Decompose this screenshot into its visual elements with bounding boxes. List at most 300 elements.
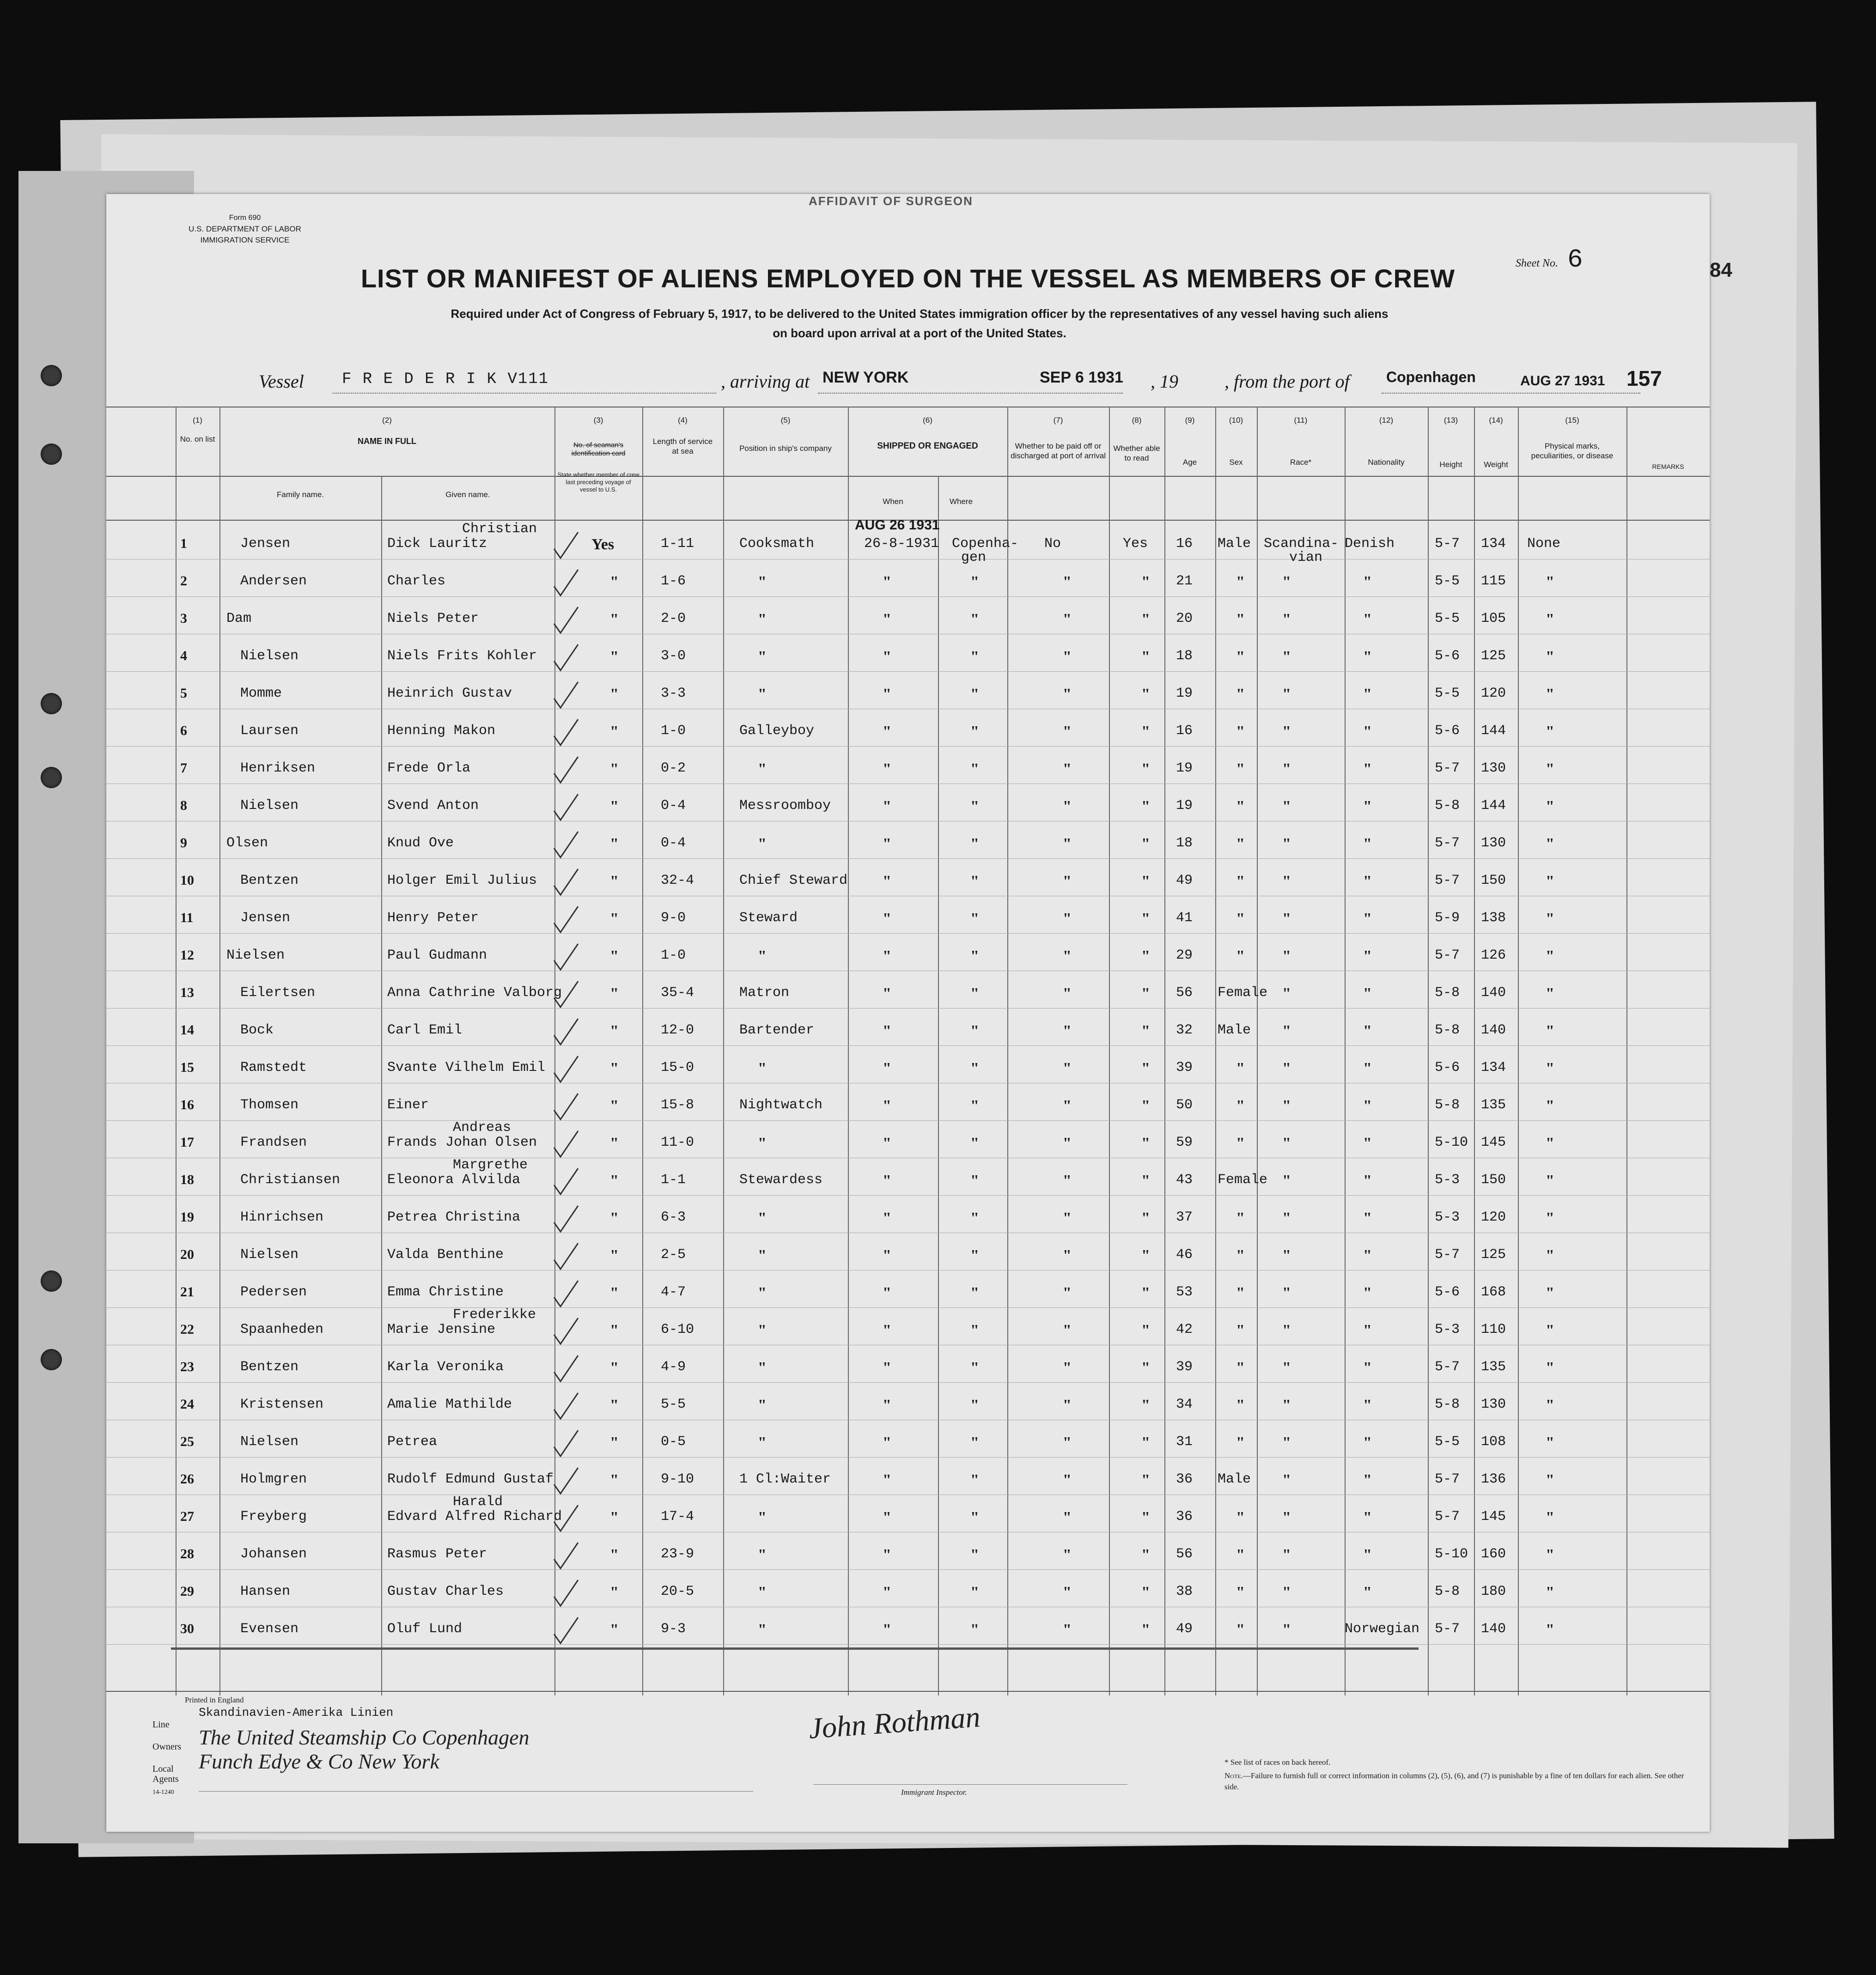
column-number: (4) <box>678 416 688 425</box>
cell-prev: " <box>610 948 619 965</box>
cell-where: " <box>970 573 979 590</box>
cell-sex: " <box>1236 648 1245 665</box>
cell-paid: No <box>1044 536 1061 552</box>
cell-marks: " <box>1546 1209 1554 1227</box>
cell-length: 6-3 <box>661 1209 686 1225</box>
cell-nationality: " <box>1363 1434 1372 1451</box>
end-of-list-rule <box>171 1647 1419 1650</box>
cell-no: 11 <box>180 910 194 925</box>
cell-sex: " <box>1236 835 1245 852</box>
cell-length: 1-11 <box>661 536 694 552</box>
cell-length: 3-3 <box>661 686 686 701</box>
cell-given: Karla Veronika <box>387 1359 504 1375</box>
cell-paid: " <box>1063 1172 1072 1189</box>
cell-length: 9-3 <box>661 1621 686 1637</box>
cell-read: " <box>1141 723 1150 740</box>
cell-when: " <box>883 1397 891 1414</box>
cell-when: " <box>883 723 891 740</box>
cell-no: 6 <box>180 723 187 738</box>
cell-sex: " <box>1236 1322 1245 1339</box>
cell-weight: 160 <box>1481 1546 1506 1562</box>
check-mark-icon <box>552 1390 580 1422</box>
cell-family: Henriksen <box>240 760 316 776</box>
cell-length: 1-1 <box>661 1172 686 1188</box>
cell-family: Nielsen <box>240 1434 299 1450</box>
cell-nationality: " <box>1363 1284 1372 1301</box>
cell-given: Eleonora Alvilda <box>387 1172 521 1188</box>
column-number: (14) <box>1489 416 1503 425</box>
cell-sex: " <box>1236 1434 1245 1451</box>
cell-read: " <box>1141 1621 1150 1638</box>
cell-when: " <box>883 1097 891 1114</box>
cell-length: 0-2 <box>661 760 686 776</box>
cell-family: Jensen <box>240 536 291 552</box>
page-number: 157 <box>1626 366 1662 390</box>
cell-marks: " <box>1546 1284 1554 1301</box>
check-mark-icon <box>552 717 580 749</box>
cell-age: 39 <box>1176 1359 1193 1375</box>
header-height: Height <box>1439 460 1462 469</box>
cell-position: Messroomboy <box>739 798 831 814</box>
column-number: (5) <box>780 416 791 425</box>
cell-weight: 126 <box>1481 948 1506 963</box>
line-label: Line <box>152 1720 170 1730</box>
header-given-name: Given name. <box>445 490 490 499</box>
check-mark-icon <box>552 1615 580 1647</box>
vessel-name: F R E D E R I K V111 <box>342 371 549 388</box>
cell-race: " <box>1282 1584 1291 1601</box>
department-header <box>157 213 333 246</box>
cell-paid: " <box>1063 1584 1072 1601</box>
cell-when: 26-8-1931 <box>864 536 939 552</box>
cell-where: " <box>970 1509 979 1526</box>
cell-race: " <box>1282 573 1291 590</box>
cell-race: " <box>1282 835 1291 852</box>
header-race: Race* <box>1290 458 1312 467</box>
column-number: (8) <box>1132 416 1142 425</box>
cell-where: " <box>970 1022 979 1039</box>
cell-height: 5-5 <box>1435 573 1460 589</box>
cell-when: " <box>883 1471 891 1489</box>
cell-no: 13 <box>180 985 194 1000</box>
cell-length: 4-9 <box>661 1359 686 1375</box>
cell-length: 23-9 <box>661 1546 694 1562</box>
cell-given: Amalie Mathilde <box>387 1397 512 1412</box>
cell-sex: " <box>1236 723 1245 740</box>
cell-when: " <box>883 948 891 965</box>
cell-read: " <box>1141 835 1150 852</box>
cell-sex: " <box>1236 1621 1245 1638</box>
cell-age: 39 <box>1176 1060 1193 1076</box>
header-seaman-card: No. of seaman's identification card <box>571 441 626 457</box>
column-number: (2) <box>382 416 392 425</box>
cell-where: " <box>970 985 979 1002</box>
cell-length: 1-0 <box>661 948 686 963</box>
cell-weight: 180 <box>1481 1584 1506 1599</box>
cell-race: " <box>1282 1509 1291 1526</box>
cell-where: " <box>970 1284 979 1301</box>
cell-given: Gustav Charles <box>387 1584 504 1599</box>
header-remarks: REMARKS <box>1652 463 1684 470</box>
cell-read: " <box>1141 1247 1150 1264</box>
cell-nationality: " <box>1363 1022 1372 1039</box>
cell-family: Eilertsen <box>240 985 316 1001</box>
cell-age: 46 <box>1176 1247 1193 1263</box>
cell-position: 1 Cl:Waiter <box>739 1471 831 1487</box>
cell-prev: " <box>610 723 619 740</box>
cell-where: " <box>970 611 979 628</box>
arrival-port: NEW YORK <box>822 369 909 386</box>
cell-given-name-annotation: Frederikke <box>453 1307 536 1323</box>
cell-family: Olsen <box>226 835 268 851</box>
check-mark-icon <box>552 904 580 936</box>
cell-when: " <box>883 985 891 1002</box>
cell-no: 5 <box>180 686 187 701</box>
cell-height: 5-5 <box>1435 1434 1460 1450</box>
check-mark-icon <box>552 1428 580 1460</box>
cell-age: 31 <box>1176 1434 1193 1450</box>
cell-nationality: " <box>1363 1209 1372 1227</box>
cell-no: 14 <box>180 1022 194 1038</box>
cell-family: Spaanheden <box>240 1322 324 1337</box>
cell-marks: " <box>1546 1060 1554 1077</box>
cell-race: " <box>1282 1359 1291 1376</box>
cell-height: 5-7 <box>1435 873 1460 888</box>
cell-sex: " <box>1236 573 1245 590</box>
cell-nationality: " <box>1363 573 1372 590</box>
cell-given: Emma Christine <box>387 1284 504 1300</box>
cell-sex: " <box>1236 1060 1245 1077</box>
cell-family: Johansen <box>240 1546 307 1562</box>
cell-position: " <box>758 760 767 778</box>
header-paid-off: Whether to be paid off or discharged at port of arrival <box>1011 442 1106 460</box>
cell-marks: " <box>1546 648 1554 665</box>
cell-nationality: Norwegian <box>1345 1621 1420 1637</box>
cell-paid: " <box>1063 1097 1072 1114</box>
cell-age: 41 <box>1176 910 1193 926</box>
cell-when: " <box>883 760 891 778</box>
cell-paid: " <box>1063 723 1072 740</box>
cell-paid: " <box>1063 1434 1072 1451</box>
cell-no: 16 <box>180 1097 194 1112</box>
column-number: (10) <box>1229 416 1243 425</box>
cell-when: " <box>883 1209 891 1227</box>
cell-age: 34 <box>1176 1397 1193 1412</box>
cell-when: " <box>883 910 891 927</box>
cell-age: 36 <box>1176 1471 1193 1487</box>
cell-race: " <box>1282 1060 1291 1077</box>
cell-race: " <box>1282 1284 1291 1301</box>
cell-length: 17-4 <box>661 1509 694 1525</box>
check-mark-icon <box>552 1577 580 1610</box>
cell-prev: " <box>610 1322 619 1339</box>
cell-age: 20 <box>1176 611 1193 626</box>
cell-read: " <box>1141 760 1150 778</box>
cell-marks: " <box>1546 1247 1554 1264</box>
cell-read: " <box>1141 611 1150 628</box>
cell-family: Jensen <box>240 910 291 926</box>
cell-family: Frandsen <box>240 1135 307 1150</box>
cell-where: Copenha- <box>952 536 1019 552</box>
cell-read: " <box>1141 1359 1150 1376</box>
column-number: (12) <box>1379 416 1394 425</box>
cell-height: 5-10 <box>1435 1135 1468 1150</box>
header-length-of-service: Length of service at sea <box>652 437 713 456</box>
cell-when: " <box>883 873 891 890</box>
header-no-on-list: No. on list <box>180 435 215 444</box>
steamship-line: Skandinavien-Amerika Linien <box>199 1706 394 1720</box>
check-mark-icon <box>552 679 580 711</box>
cell-given: Einer <box>387 1097 429 1113</box>
cell-sex: " <box>1236 1097 1245 1114</box>
cell-nationality: " <box>1363 723 1372 740</box>
local-agents-handwritten: Funch Edye & Co New York <box>199 1750 439 1773</box>
cell-marks: " <box>1546 910 1554 927</box>
cell-no: 19 <box>180 1209 194 1225</box>
column-number: (9) <box>1185 416 1195 425</box>
cell-height: 5-5 <box>1435 611 1460 626</box>
cell-height: 5-6 <box>1435 723 1460 739</box>
cell-prev: " <box>610 1509 619 1526</box>
cell-race: " <box>1282 1172 1291 1189</box>
cell-nationality: " <box>1363 910 1372 927</box>
cell-weight: 140 <box>1481 985 1506 1001</box>
cell-when: " <box>883 798 891 815</box>
cell-given: Rudolf Edmund Gustaf <box>387 1471 554 1487</box>
cell-no: 24 <box>180 1397 194 1412</box>
cell-prev: " <box>610 1209 619 1227</box>
cell-nationality: " <box>1363 1135 1372 1152</box>
cell-given: Svend Anton <box>387 798 479 814</box>
cell-nationality: " <box>1363 686 1372 703</box>
cell-age: 29 <box>1176 948 1193 963</box>
cell-age: 56 <box>1176 985 1193 1001</box>
cell-where: " <box>970 1584 979 1601</box>
cell-height: 5-9 <box>1435 910 1460 926</box>
cell-position: Matron <box>739 985 790 1001</box>
cell-where: " <box>970 1397 979 1414</box>
cell-prev: " <box>610 1284 619 1301</box>
check-mark-icon <box>552 1091 580 1123</box>
cell-family: Freyberg <box>240 1509 307 1525</box>
check-mark-icon <box>552 642 580 674</box>
cell-where2: gen <box>961 550 987 565</box>
cell-family: Laursen <box>240 723 299 739</box>
cell-prev: " <box>610 1434 619 1451</box>
cell-weight: 145 <box>1481 1509 1506 1525</box>
cell-given: Oluf Lund <box>387 1621 463 1637</box>
cell-height: 5-8 <box>1435 1022 1460 1038</box>
cell-race: " <box>1282 910 1291 927</box>
cell-given: Edvard Alfred Richard <box>387 1509 562 1525</box>
cell-race: " <box>1282 985 1291 1002</box>
cell-length: 6-10 <box>661 1322 694 1337</box>
cell-position: " <box>758 1359 767 1376</box>
cell-weight: 150 <box>1481 873 1506 888</box>
cell-nationality: " <box>1363 1397 1372 1414</box>
cell-sex: " <box>1236 1284 1245 1301</box>
cell-prev: " <box>610 873 619 890</box>
cell-paid: " <box>1063 873 1072 890</box>
cell-given: Paul Gudmann <box>387 948 487 963</box>
cell-age: 19 <box>1176 686 1193 701</box>
cell-position: " <box>758 1397 767 1414</box>
form-code: 14-1240 <box>152 1789 174 1796</box>
cell-paid: " <box>1063 910 1072 927</box>
cell-height: 5-7 <box>1435 536 1460 552</box>
cell-sex: " <box>1236 910 1245 927</box>
column-number: (3) <box>593 416 603 425</box>
cell-marks: None <box>1527 536 1561 552</box>
check-mark-icon <box>552 866 580 899</box>
cell-race: " <box>1282 1322 1291 1339</box>
cell-height: 5-8 <box>1435 1097 1460 1113</box>
cell-length: 0-5 <box>661 1434 686 1450</box>
cell-given: Frede Orla <box>387 760 471 776</box>
cell-family: Dam <box>226 611 252 626</box>
cell-read: " <box>1141 798 1150 815</box>
cell-paid: " <box>1063 760 1072 778</box>
cell-family: Evensen <box>240 1621 299 1637</box>
cell-race: " <box>1282 948 1291 965</box>
cell-prev: " <box>610 1397 619 1414</box>
cell-race: " <box>1282 1135 1291 1152</box>
cell-given: Svante Vilhelm Emil <box>387 1060 546 1076</box>
cell-when: " <box>883 686 891 703</box>
subtitle-line-1: Required under Act of Congress of February 5, 1917, to be delivered to the United States immigration officer by the representatives of any vessel having such aliens <box>451 307 1389 321</box>
cell-prev: " <box>610 1546 619 1563</box>
cell-age: 50 <box>1176 1097 1193 1113</box>
check-mark-icon <box>552 567 580 599</box>
cell-prev: " <box>610 1097 619 1114</box>
header-seaman-note: State whether member of crew last preceding voyage of vessel to U.S. <box>557 471 640 493</box>
cell-when: " <box>883 611 891 628</box>
cell-weight: 125 <box>1481 648 1506 664</box>
cell-no: 7 <box>180 760 187 776</box>
cell-family: Holmgren <box>240 1471 307 1487</box>
arriving-label: , arriving at <box>721 371 810 392</box>
cell-read: Yes <box>1123 536 1148 552</box>
cell-prev: " <box>610 648 619 665</box>
cell-marks: " <box>1546 1509 1554 1526</box>
cell-sex: " <box>1236 873 1245 890</box>
cell-prev: " <box>610 686 619 703</box>
cell-given: Anna Cathrine Valborg <box>387 985 562 1001</box>
from-port-label: , from the port of <box>1224 371 1350 392</box>
header-nationality: Nationality <box>1368 458 1405 467</box>
cell-weight: 145 <box>1481 1135 1506 1150</box>
penalty-note <box>1224 1770 1687 1793</box>
penalty-note-text: —Failure to furnish full or correct information in columns (2), (5), (6), and (7) is punishable by a fine of ten dollars for each alien. See other side. <box>1224 1771 1684 1791</box>
cell-family: Bentzen <box>240 873 299 888</box>
cell-sex: " <box>1236 1546 1245 1563</box>
cell-nationality: " <box>1363 1584 1372 1601</box>
cell-paid: " <box>1063 611 1072 628</box>
cell-weight: 108 <box>1481 1434 1506 1450</box>
cell-paid: " <box>1063 1060 1072 1077</box>
cell-weight: 110 <box>1481 1322 1506 1337</box>
cell-read: " <box>1141 1209 1150 1227</box>
cell-family: Nielsen <box>240 798 299 814</box>
cell-position: " <box>758 1434 767 1451</box>
cell-marks: " <box>1546 1471 1554 1489</box>
cell-position: " <box>758 1135 767 1152</box>
cell-read: " <box>1141 1584 1150 1601</box>
cell-nationality: " <box>1363 948 1372 965</box>
cell-marks: " <box>1546 873 1554 890</box>
cell-age: 42 <box>1176 1322 1193 1337</box>
cell-given: Henry Peter <box>387 910 479 926</box>
cell-length: 1-6 <box>661 573 686 589</box>
cell-nationality: " <box>1363 1097 1372 1114</box>
check-mark-icon <box>552 1278 580 1310</box>
cell-sex: Female <box>1218 985 1268 1001</box>
cell-where: " <box>970 1546 979 1563</box>
cell-paid: " <box>1063 948 1072 965</box>
cell-weight: 130 <box>1481 1397 1506 1412</box>
cell-when: " <box>883 1509 891 1526</box>
cell-family: Pedersen <box>240 1284 307 1300</box>
cell-race: " <box>1282 1097 1291 1114</box>
cell-read: " <box>1141 1471 1150 1489</box>
cell-when: " <box>883 835 891 852</box>
cell-height: 5-8 <box>1435 985 1460 1001</box>
check-mark-icon <box>552 1540 580 1572</box>
cell-read: " <box>1141 1097 1150 1114</box>
cell-paid: " <box>1063 835 1072 852</box>
column-number: (7) <box>1053 416 1063 425</box>
inspector-signature: John Rothman <box>807 1700 981 1745</box>
cell-read: " <box>1141 1172 1150 1189</box>
cell-race: " <box>1282 1247 1291 1264</box>
cell-when: " <box>883 1247 891 1264</box>
cell-sex: " <box>1236 1509 1245 1526</box>
cell-position: Nightwatch <box>739 1097 823 1113</box>
cell-family: Thomsen <box>240 1097 299 1113</box>
subtitle-line-2: on board upon arrival at a port of the United States. <box>773 326 1066 340</box>
cell-nationality: " <box>1363 1509 1372 1526</box>
cell-prev: " <box>610 1621 619 1638</box>
cell-nationality: Denish <box>1345 536 1395 552</box>
cell-given: Holger Emil Julius <box>387 873 537 888</box>
cell-read: " <box>1141 910 1150 927</box>
cell-race: " <box>1282 723 1291 740</box>
cell-read: " <box>1141 1284 1150 1301</box>
cell-sex: " <box>1236 760 1245 778</box>
column-number: (13) <box>1444 416 1458 425</box>
cell-read: " <box>1141 573 1150 590</box>
cell-read: " <box>1141 948 1150 965</box>
cell-position: " <box>758 1284 767 1301</box>
check-mark-icon <box>552 1502 580 1535</box>
cell-marks: " <box>1546 985 1554 1002</box>
cell-no: 25 <box>180 1434 194 1449</box>
cell-when: " <box>883 1322 891 1339</box>
cell-sex: " <box>1236 1135 1245 1152</box>
cell-weight: 140 <box>1481 1621 1506 1637</box>
cell-marks: " <box>1546 1322 1554 1339</box>
cell-age: 37 <box>1176 1209 1193 1225</box>
cell-weight: 125 <box>1481 1247 1506 1263</box>
cell-position: Cooksmath <box>739 536 815 552</box>
cell-nationality: " <box>1363 1322 1372 1339</box>
cell-marks: " <box>1546 760 1554 778</box>
cell-prev: " <box>610 1135 619 1152</box>
check-mark-icon <box>552 941 580 973</box>
cell-prev: " <box>610 1584 619 1601</box>
departure-port: Copenhagen <box>1386 369 1476 385</box>
cell-height: 5-8 <box>1435 1584 1460 1599</box>
